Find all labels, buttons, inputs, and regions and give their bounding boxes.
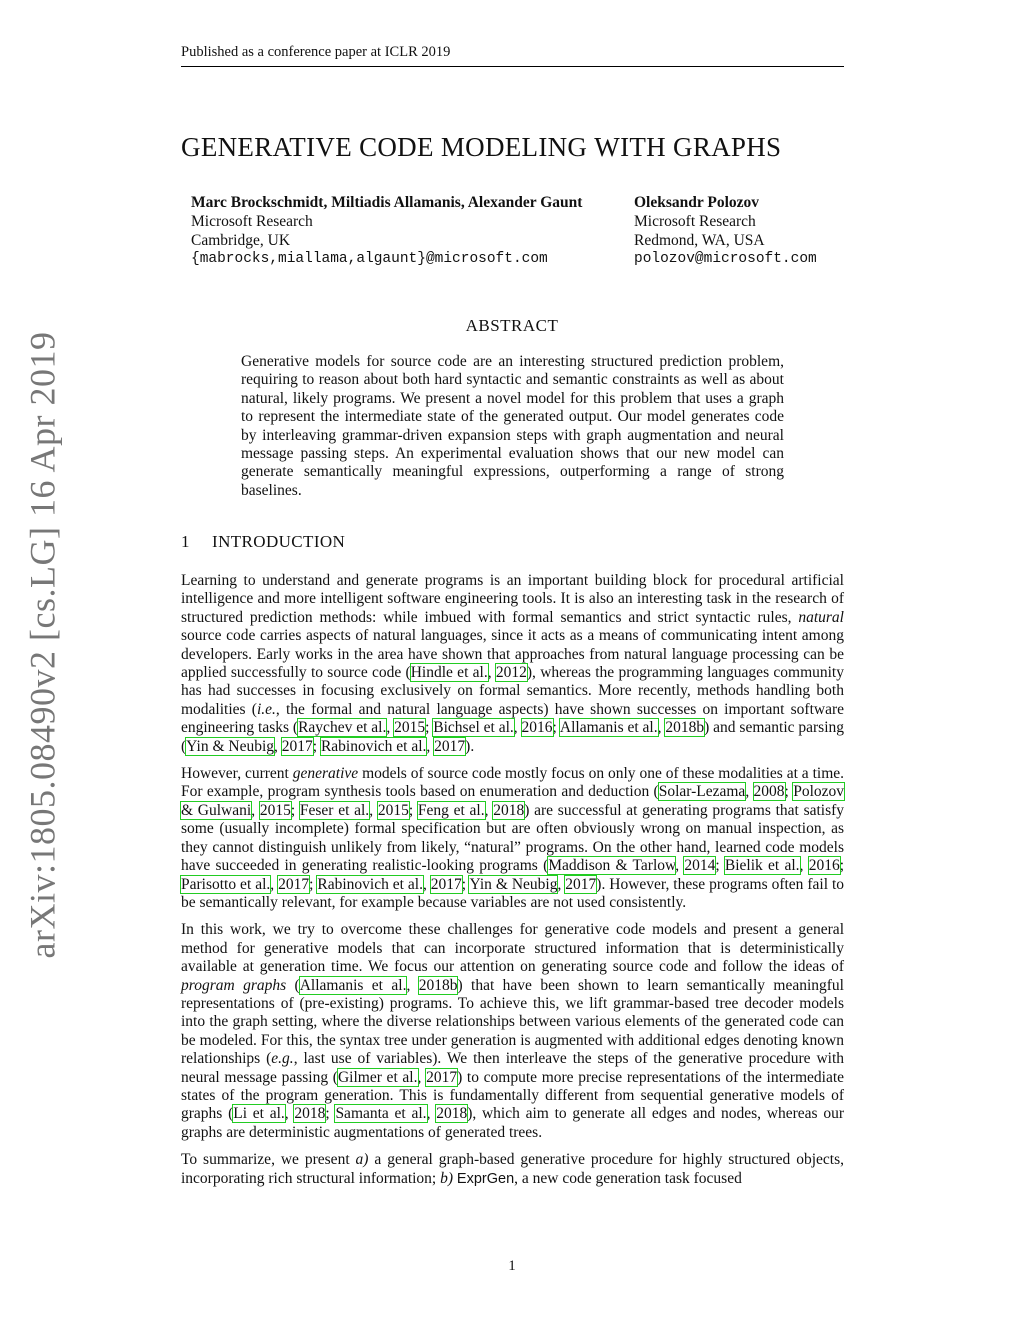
citation-link[interactable]: 2015 (377, 801, 409, 819)
citation-link[interactable]: 2018 (294, 1105, 326, 1123)
citation-link[interactable]: Solar-Lezama (658, 783, 746, 801)
citation-link[interactable]: 2018 (493, 801, 525, 819)
citation-link[interactable]: Gilmer et al. (337, 1068, 418, 1086)
citation-link[interactable]: Parisotto et al. (181, 875, 271, 893)
author-email: polozov@microsoft.com (634, 251, 817, 267)
citation-link[interactable]: 2018b (665, 719, 705, 737)
citation-link[interactable]: Feng et al. (417, 801, 485, 819)
citation-link[interactable]: Yin & Neubig (186, 737, 275, 755)
arxiv-id: arXiv:1805.08490v2 [cs.LG] 16 Apr 2019 (22, 331, 63, 959)
citation-link[interactable]: Polozov & Gulwani (181, 783, 845, 819)
citation-link[interactable]: 2017 (278, 875, 310, 893)
author-email: {mabrocks,miallama,algaunt}@microsoft.com (191, 251, 548, 267)
citation-link[interactable]: 2018 (436, 1105, 468, 1123)
citation-link[interactable]: 2008 (753, 783, 785, 801)
abstract-heading: ABSTRACT (465, 316, 559, 335)
citation-link[interactable]: Samanta et al. (335, 1105, 427, 1123)
author-location: Cambridge, UK (191, 232, 291, 249)
paragraph: However, current generative models of source code mostly focus on only one of these modalities at a time. For example, program synthesis tools based on enumeration and deduction (Solar-Lezama, 2008; Polozov & Gulwani, 2015; Feser et al., 2015; Feng et al., 2018) are successful at generating programs that satisfy some (usually incomplete) formal specification but are often obviously wrong on manual inspection, as they cannot distinguish unlikely from likely, “natural” programs. On the other hand, learned code models have succeeded in generating realistic-looking programs (Maddison & Tarlow, 2014; Bielik et al., 2016; Parisotto et al., 2017; Rabinovich et al., 2017; Yin & Neubig, 2017). However, these programs often fail to be semantically relevant, for example because variables are not used consistently. (181, 765, 845, 911)
citation-link[interactable]: 2012 (495, 664, 527, 682)
citation-link[interactable]: 2017 (565, 875, 597, 893)
author-names: Oleksandr Polozov (634, 194, 760, 211)
author-block-1 (191, 193, 582, 269)
citation-link[interactable]: Rabinovich et al. (320, 737, 427, 755)
citation-link[interactable]: Allamanis et al. (559, 719, 658, 737)
paragraph: In this work, we try to overcome these challenges for generative code models and present a general method for generative models that can incorporate structured information that is deterministically available at generation time. We focus our attention on generating source code and follow the ideas of program graphs (Allamanis et al., 2018b) that have been shown to learn semantically meaningful representations of (pre-existing) programs. To achieve this, we lift grammar-based tree decoder models into the graph setting, where the diverse relationships between various elements of the generated code can be modeled. For this, the syntax tree under generation is augmented with additional edges denoting known relationships (e.g., last use of variables). We then interleave the steps of the generative procedure with neural message passing (Gilmer et al., 2017) to compute more precise representations of the intermediate states of the program generation. This is fundamentally different from sequential generative models of graphs (Li et al., 2018; Samanta et al., 2018), which aim to generate all edges and nodes, whereas our graphs are deterministic augmentations of generated trees. (181, 921, 845, 1141)
citation-link[interactable]: Feser et al. (299, 801, 370, 819)
citation-link[interactable]: Li et al. (233, 1105, 285, 1123)
author-names: Marc Brockschmidt, Miltiadis Allamanis, Alexander Gaunt (191, 194, 583, 211)
page-number: 1 (508, 1258, 516, 1274)
running-header: Published as a conference paper at ICLR 2019 (181, 44, 844, 67)
citation-link[interactable]: 2017 (434, 737, 466, 755)
citation-link[interactable]: 2015 (259, 801, 291, 819)
citation-link[interactable]: Maddison & Tarlow (548, 857, 676, 875)
citation-link[interactable]: 2015 (394, 719, 426, 737)
citation-link[interactable]: 2017 (426, 1068, 458, 1086)
citation-link[interactable]: 2018b (418, 976, 458, 994)
section-heading: 1 INTRODUCTION (181, 532, 346, 551)
paper-title: GENERATIVE CODE MODELING WITH GRAPHS (181, 132, 782, 162)
citation-link[interactable]: Rabinovich et al. (317, 875, 423, 893)
section-body (181, 572, 844, 1197)
author-affiliation: Microsoft Research (191, 213, 313, 230)
author-block-2 (634, 193, 817, 269)
citation-link[interactable]: 2016 (808, 857, 840, 875)
author-location: Redmond, WA, USA (634, 232, 765, 249)
citation-link[interactable]: 2016 (521, 719, 553, 737)
citation-link[interactable]: Allamanis et al. (299, 976, 407, 994)
citation-link[interactable]: 2017 (430, 875, 462, 893)
citation-link[interactable]: Yin & Neubig (469, 875, 558, 893)
citation-link[interactable]: 2014 (684, 857, 716, 875)
citation-link[interactable]: Bichsel et al. (433, 719, 514, 737)
citation-link[interactable]: Raychev et al. (298, 719, 387, 737)
citation-link[interactable]: Hindle et al. (410, 664, 488, 682)
task-name: ExprGen (456, 1170, 515, 1187)
citation-link[interactable]: 2017 (281, 737, 313, 755)
paragraph: To summarize, we present a) a general graph-based generative procedure for highly structured objects, incorporating rich structural information; b) ExprGen, a new code generation task focused (181, 1151, 844, 1187)
paragraph: Learning to understand and generate programs is an important building block for procedural artificial intelligence and more intelligent software engineering tools. It is also an interesting task in the research of structured prediction methods: while imbued with formal semantics and strict syntactic rules, natural source code carries aspects of natural languages, since it acts as a means of communicating intent among developers. Early works in the area have shown that approaches from natural language processing can be applied successfully to source code (Hindle et al., 2012), whereas the programming languages community has had successes in focusing exclusively on formal semantics. More recently, methods handling both modalities (i.e., the formal and natural language aspects) have shown successes on important software engineering tasks (Raychev et al., 2015; Bichsel et al., 2016; Allamanis et al., 2018b) and semantic parsing (Yin & Neubig, 2017; Rabinovich et al., 2017). (181, 572, 845, 755)
author-affiliation: Microsoft Research (634, 213, 756, 230)
abstract-text: Generative models for source code are an interesting structured prediction problem, requiring to reason about both hard syntactic and semantic constraints as well as about natural, likely programs. We present a novel model for this problem that uses a graph to represent the intermediate state of the generated output. Our model generates code by interleaving grammar-driven expansion steps with graph augmentation and neural message passing steps. An experimental evaluation shows that our new model can generate semantically meaningful expressions, outperforming a range of strong baselines. (241, 353, 784, 499)
arxiv-side-label (8, 331, 76, 959)
citation-link[interactable]: Bielik et al. (724, 857, 800, 875)
